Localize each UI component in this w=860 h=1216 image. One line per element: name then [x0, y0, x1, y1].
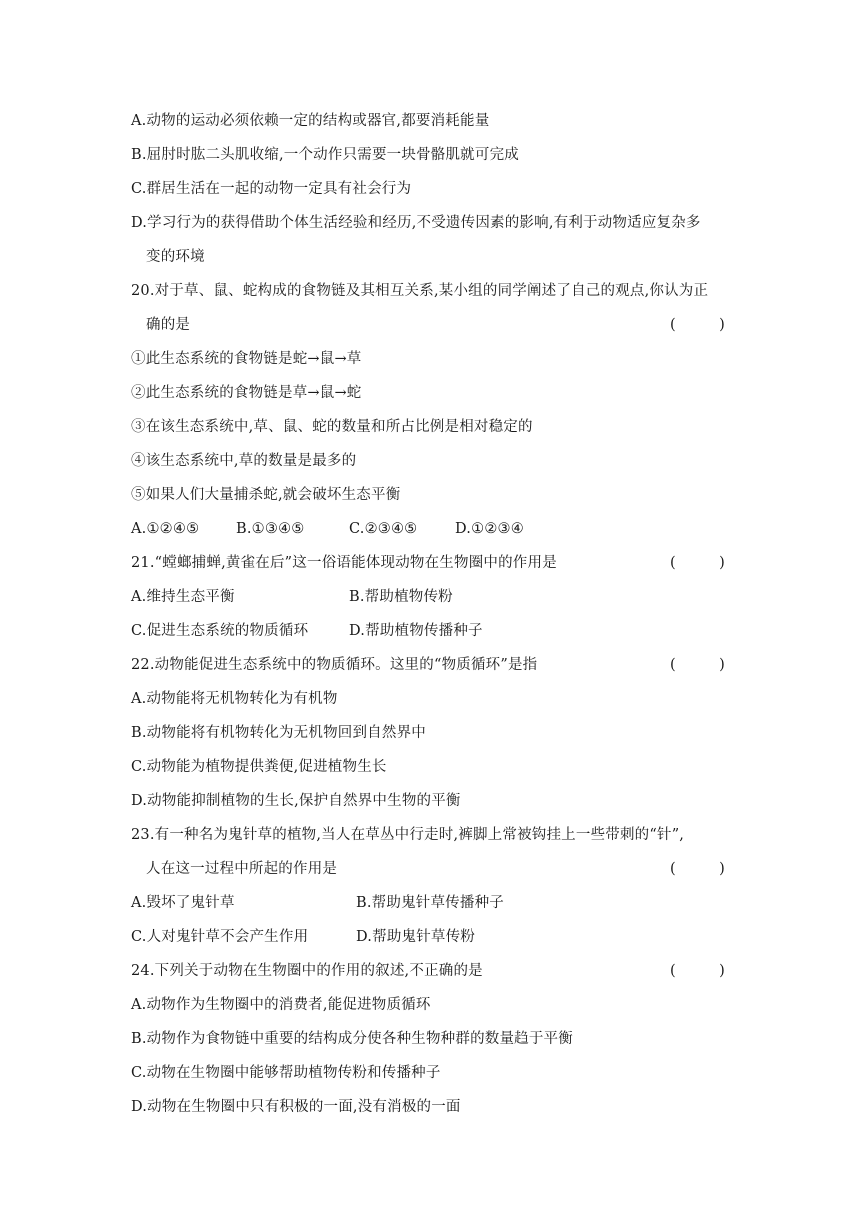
q21-option-d: D.帮助植物传播种子 [349, 623, 483, 639]
q20-statement-3: ③在该生态系统中,草、鼠、蛇的数量和所占比例是相对稳定的 [131, 419, 533, 435]
q19-option-a: A.动物的运动必须依赖一定的结构或器官,都要消耗能量 [131, 113, 490, 129]
q20-option-b: B.①③④⑤ [236, 521, 305, 537]
q20-statement-2: ②此生态系统的食物链是草→鼠→蛇 [131, 385, 362, 401]
q24-answer-blank: ( ) [670, 963, 725, 979]
q22-answer-blank: ( ) [670, 657, 725, 673]
q22-option-c: C.动物能为植物提供粪便,促进植物生长 [131, 759, 387, 775]
q21-option-a: A.维持生态平衡 [131, 589, 235, 605]
q24-option-b: B.动物作为食物链中重要的结构成分使各种生物种群的数量趋于平衡 [131, 1031, 573, 1047]
q22-option-b: B.动物能将有机物转化为无机物回到自然界中 [131, 725, 426, 741]
q19-option-b: B.屈肘时肱二头肌收缩,一个动作只需要一块骨骼肌就可完成 [131, 147, 519, 163]
q21-stem: 21.“螳螂捕蝉,黄雀在后”这一俗语能体现动物在生物圈中的作用是 [131, 555, 557, 571]
q24-option-c: C.动物在生物圈中能够帮助植物传粉和传播种子 [131, 1065, 441, 1081]
q20-option-a: A.①②④⑤ [131, 521, 200, 537]
q24-stem: 24.下列关于动物在生物圈中的作用的叙述,不正确的是 [131, 963, 483, 979]
q20-answer-blank: ( ) [670, 317, 725, 333]
q24-option-d: D.动物在生物圈中只有积极的一面,没有消极的一面 [131, 1099, 461, 1115]
q20-statement-1: ①此生态系统的食物链是蛇→鼠→草 [131, 351, 362, 367]
q21-option-b: B.帮助植物传粉 [349, 589, 453, 605]
q22-option-a: A.动物能将无机物转化为有机物 [131, 691, 338, 707]
q23-option-a: A.毁坏了鬼针草 [131, 895, 235, 911]
q21-option-c: C.促进生态系统的物质循环 [131, 623, 309, 639]
q20-stem-line1: 20.对于草、鼠、蛇构成的食物链及其相互关系,某小组的同学阐述了自己的观点,你认为正 [131, 283, 709, 299]
q24-option-a: A.动物作为生物圈中的消费者,能促进物质循环 [131, 997, 431, 1013]
q23-answer-blank: ( ) [670, 861, 725, 877]
q23-option-b: B.帮助鬼针草传播种子 [356, 895, 504, 911]
q21-answer-blank: ( ) [670, 555, 725, 571]
q20-statement-5: ⑤如果人们大量捕杀蛇,就会破坏生态平衡 [131, 487, 401, 503]
q20-option-c: C.②③④⑤ [349, 521, 418, 537]
q19-option-d-line1: D.学习行为的获得借助个体生活经验和经历,不受遗传因素的影响,有利于动物适应复杂多 [131, 215, 701, 231]
q23-stem-line2: 人在这一过程中所起的作用是 [146, 861, 338, 877]
q19-option-c: C.群居生活在一起的动物一定具有社会行为 [131, 181, 412, 197]
q23-stem-line1: 23.有一种名为鬼针草的植物,当人在草丛中行走时,裤脚上常被钩挂上一些带刺的“针”, [131, 827, 685, 843]
q20-stem-line2: 确的是 [146, 317, 191, 333]
q19-option-d-line2: 变的环境 [146, 249, 205, 265]
q22-option-d: D.动物能抑制植物的生长,保护自然界中生物的平衡 [131, 793, 461, 809]
q23-option-c: C.人对鬼针草不会产生作用 [131, 929, 309, 945]
q23-option-d: D.帮助鬼针草传粉 [356, 929, 476, 945]
q20-statement-4: ④该生态系统中,草的数量是最多的 [131, 453, 357, 469]
q20-option-d: D.①②③④ [455, 521, 524, 537]
q22-stem: 22.动物能促进生态系统中的物质循环。这里的“物质循环”是指 [131, 657, 538, 673]
